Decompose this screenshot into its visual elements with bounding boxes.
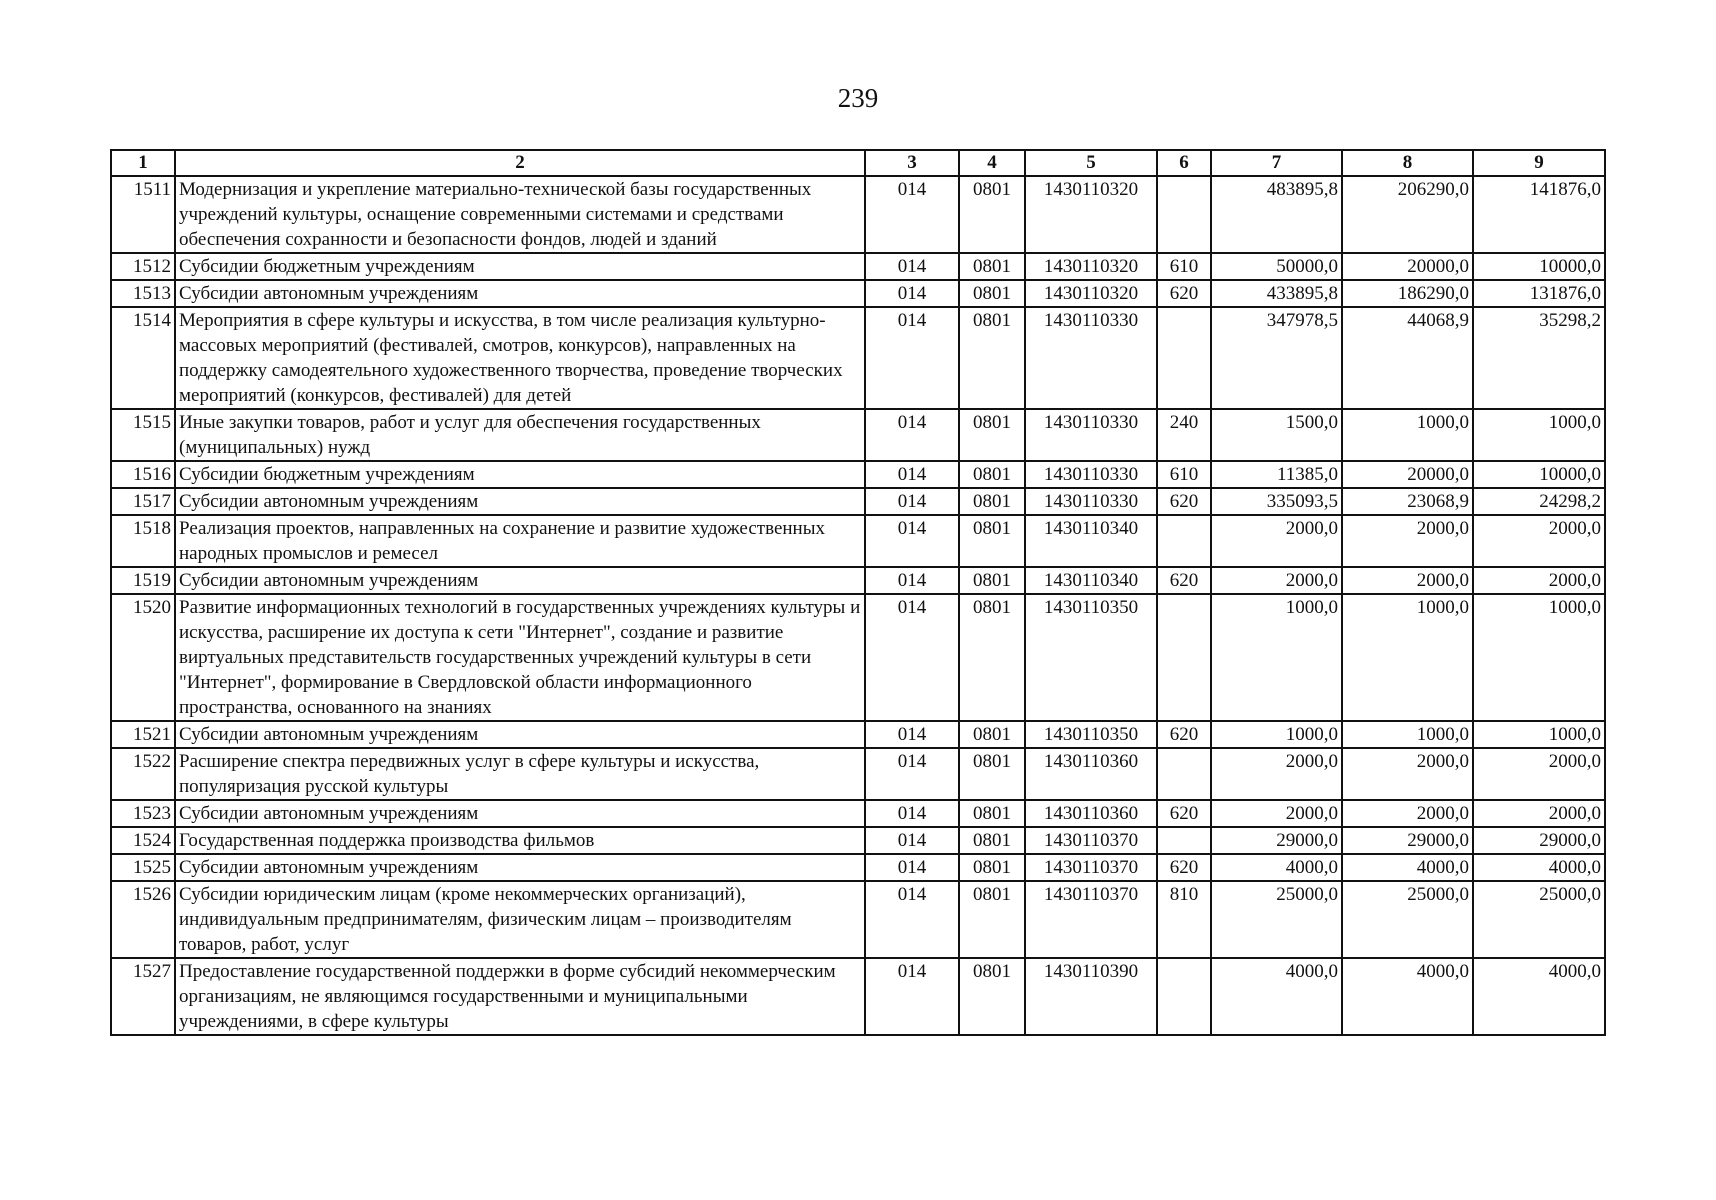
section-code-cell: 0801 bbox=[959, 594, 1025, 721]
section-code-cell: 0801 bbox=[959, 800, 1025, 827]
item-name-cell: Субсидии бюджетным учреждениям bbox=[175, 253, 865, 280]
amount-col8-cell: 206290,0 bbox=[1342, 176, 1473, 253]
amount-col9-cell: 141876,0 bbox=[1473, 176, 1605, 253]
amount-col7-cell: 11385,0 bbox=[1211, 461, 1342, 488]
expense-type-cell: 620 bbox=[1157, 567, 1211, 594]
amount-col9-cell: 2000,0 bbox=[1473, 515, 1605, 567]
section-code-cell: 0801 bbox=[959, 881, 1025, 958]
amount-col8-cell: 4000,0 bbox=[1342, 958, 1473, 1035]
column-header: 4 bbox=[959, 150, 1025, 176]
amount-col7-cell: 347978,5 bbox=[1211, 307, 1342, 409]
section-code-cell: 0801 bbox=[959, 748, 1025, 800]
amount-col8-cell: 1000,0 bbox=[1342, 721, 1473, 748]
amount-col9-cell: 4000,0 bbox=[1473, 854, 1605, 881]
target-article-cell: 1430110330 bbox=[1025, 488, 1157, 515]
row-number-cell: 1511 bbox=[111, 176, 175, 253]
table-row bbox=[111, 307, 1605, 409]
row-number-cell: 1524 bbox=[111, 827, 175, 854]
ministry-code-cell: 014 bbox=[865, 176, 959, 253]
target-article-cell: 1430110340 bbox=[1025, 515, 1157, 567]
expense-type-cell bbox=[1157, 827, 1211, 854]
section-code-cell: 0801 bbox=[959, 827, 1025, 854]
amount-col9-cell: 131876,0 bbox=[1473, 280, 1605, 307]
amount-col7-cell: 2000,0 bbox=[1211, 567, 1342, 594]
amount-col9-cell: 1000,0 bbox=[1473, 594, 1605, 721]
target-article-cell: 1430110370 bbox=[1025, 854, 1157, 881]
amount-col7-cell: 2000,0 bbox=[1211, 800, 1342, 827]
item-name-cell: Субсидии автономным учреждениям bbox=[175, 721, 865, 748]
table-row bbox=[111, 488, 1605, 515]
amount-col7-cell: 4000,0 bbox=[1211, 958, 1342, 1035]
expense-type-cell: 620 bbox=[1157, 721, 1211, 748]
target-article-cell: 1430110360 bbox=[1025, 800, 1157, 827]
table-row bbox=[111, 827, 1605, 854]
section-code-cell: 0801 bbox=[959, 461, 1025, 488]
section-code-cell: 0801 bbox=[959, 488, 1025, 515]
table-row bbox=[111, 280, 1605, 307]
column-header: 8 bbox=[1342, 150, 1473, 176]
amount-col7-cell: 1000,0 bbox=[1211, 721, 1342, 748]
amount-col8-cell: 20000,0 bbox=[1342, 253, 1473, 280]
amount-col8-cell: 186290,0 bbox=[1342, 280, 1473, 307]
amount-col9-cell: 10000,0 bbox=[1473, 253, 1605, 280]
amount-col7-cell: 29000,0 bbox=[1211, 827, 1342, 854]
ministry-code-cell: 014 bbox=[865, 409, 959, 461]
table-row bbox=[111, 594, 1605, 721]
section-code-cell: 0801 bbox=[959, 958, 1025, 1035]
ministry-code-cell: 014 bbox=[865, 515, 959, 567]
ministry-code-cell: 014 bbox=[865, 827, 959, 854]
ministry-code-cell: 014 bbox=[865, 461, 959, 488]
item-name-cell: Реализация проектов, направленных на сохранение и развитие художественных народных промыслов и ремесел bbox=[175, 515, 865, 567]
row-number-cell: 1527 bbox=[111, 958, 175, 1035]
expense-type-cell: 620 bbox=[1157, 854, 1211, 881]
item-name-cell: Модернизация и укрепление материально-технической базы государственных учреждений культуры, оснащение современными системами и средствами обеспечения сохранности и безопасности фондов, людей и зданий bbox=[175, 176, 865, 253]
amount-col7-cell: 335093,5 bbox=[1211, 488, 1342, 515]
amount-col8-cell: 20000,0 bbox=[1342, 461, 1473, 488]
table-row bbox=[111, 800, 1605, 827]
target-article-cell: 1430110370 bbox=[1025, 881, 1157, 958]
amount-col7-cell: 50000,0 bbox=[1211, 253, 1342, 280]
item-name-cell: Субсидии юридическим лицам (кроме некоммерческих организаций), индивидуальным предпринимателям, физическим лицам – производителям товаров, работ, услуг bbox=[175, 881, 865, 958]
table-row bbox=[111, 958, 1605, 1035]
target-article-cell: 1430110320 bbox=[1025, 280, 1157, 307]
target-article-cell: 1430110320 bbox=[1025, 176, 1157, 253]
table-body bbox=[111, 176, 1605, 1035]
table-row bbox=[111, 721, 1605, 748]
amount-col7-cell: 4000,0 bbox=[1211, 854, 1342, 881]
column-header: 5 bbox=[1025, 150, 1157, 176]
table-row bbox=[111, 176, 1605, 253]
item-name-cell: Субсидии бюджетным учреждениям bbox=[175, 461, 865, 488]
amount-col8-cell: 2000,0 bbox=[1342, 748, 1473, 800]
row-number-cell: 1522 bbox=[111, 748, 175, 800]
amount-col8-cell: 23068,9 bbox=[1342, 488, 1473, 515]
ministry-code-cell: 014 bbox=[865, 253, 959, 280]
table-row bbox=[111, 515, 1605, 567]
column-header: 7 bbox=[1211, 150, 1342, 176]
row-number-cell: 1512 bbox=[111, 253, 175, 280]
amount-col7-cell: 433895,8 bbox=[1211, 280, 1342, 307]
amount-col9-cell: 1000,0 bbox=[1473, 721, 1605, 748]
section-code-cell: 0801 bbox=[959, 721, 1025, 748]
row-number-cell: 1521 bbox=[111, 721, 175, 748]
row-number-cell: 1514 bbox=[111, 307, 175, 409]
amount-col7-cell: 25000,0 bbox=[1211, 881, 1342, 958]
expense-type-cell: 610 bbox=[1157, 461, 1211, 488]
section-code-cell: 0801 bbox=[959, 567, 1025, 594]
amount-col8-cell: 1000,0 bbox=[1342, 409, 1473, 461]
budget-table bbox=[110, 149, 1606, 1036]
target-article-cell: 1430110330 bbox=[1025, 461, 1157, 488]
target-article-cell: 1430110350 bbox=[1025, 721, 1157, 748]
amount-col8-cell: 1000,0 bbox=[1342, 594, 1473, 721]
expense-type-cell: 620 bbox=[1157, 280, 1211, 307]
section-code-cell: 0801 bbox=[959, 176, 1025, 253]
expense-type-cell bbox=[1157, 307, 1211, 409]
table-row bbox=[111, 461, 1605, 488]
row-number-cell: 1518 bbox=[111, 515, 175, 567]
row-number-cell: 1520 bbox=[111, 594, 175, 721]
item-name-cell: Субсидии автономным учреждениям bbox=[175, 488, 865, 515]
item-name-cell: Субсидии автономным учреждениям bbox=[175, 567, 865, 594]
column-header: 9 bbox=[1473, 150, 1605, 176]
amount-col9-cell: 35298,2 bbox=[1473, 307, 1605, 409]
column-header: 3 bbox=[865, 150, 959, 176]
ministry-code-cell: 014 bbox=[865, 280, 959, 307]
column-header: 6 bbox=[1157, 150, 1211, 176]
amount-col8-cell: 2000,0 bbox=[1342, 567, 1473, 594]
target-article-cell: 1430110370 bbox=[1025, 827, 1157, 854]
row-number-cell: 1526 bbox=[111, 881, 175, 958]
amount-col9-cell: 25000,0 bbox=[1473, 881, 1605, 958]
target-article-cell: 1430110320 bbox=[1025, 253, 1157, 280]
item-name-cell: Расширение спектра передвижных услуг в сфере культуры и искусства, популяризация русской культуры bbox=[175, 748, 865, 800]
amount-col8-cell: 4000,0 bbox=[1342, 854, 1473, 881]
amount-col7-cell: 2000,0 bbox=[1211, 748, 1342, 800]
table-row bbox=[111, 881, 1605, 958]
amount-col9-cell: 10000,0 bbox=[1473, 461, 1605, 488]
amount-col9-cell: 2000,0 bbox=[1473, 800, 1605, 827]
amount-col9-cell: 2000,0 bbox=[1473, 748, 1605, 800]
target-article-cell: 1430110390 bbox=[1025, 958, 1157, 1035]
amount-col9-cell: 4000,0 bbox=[1473, 958, 1605, 1035]
section-code-cell: 0801 bbox=[959, 307, 1025, 409]
header-row bbox=[111, 150, 1605, 176]
ministry-code-cell: 014 bbox=[865, 854, 959, 881]
ministry-code-cell: 014 bbox=[865, 488, 959, 515]
table-row bbox=[111, 567, 1605, 594]
amount-col9-cell: 29000,0 bbox=[1473, 827, 1605, 854]
table-row bbox=[111, 854, 1605, 881]
row-number-cell: 1519 bbox=[111, 567, 175, 594]
amount-col9-cell: 24298,2 bbox=[1473, 488, 1605, 515]
expense-type-cell bbox=[1157, 748, 1211, 800]
item-name-cell: Субсидии автономным учреждениям bbox=[175, 800, 865, 827]
amount-col8-cell: 25000,0 bbox=[1342, 881, 1473, 958]
amount-col9-cell: 1000,0 bbox=[1473, 409, 1605, 461]
row-number-cell: 1523 bbox=[111, 800, 175, 827]
expense-type-cell bbox=[1157, 594, 1211, 721]
section-code-cell: 0801 bbox=[959, 854, 1025, 881]
page-number: 239 bbox=[837, 83, 879, 113]
expense-type-cell: 610 bbox=[1157, 253, 1211, 280]
ministry-code-cell: 014 bbox=[865, 307, 959, 409]
item-name-cell: Государственная поддержка производства фильмов bbox=[175, 827, 865, 854]
item-name-cell: Субсидии автономным учреждениям bbox=[175, 280, 865, 307]
row-number-cell: 1513 bbox=[111, 280, 175, 307]
section-code-cell: 0801 bbox=[959, 253, 1025, 280]
section-code-cell: 0801 bbox=[959, 409, 1025, 461]
ministry-code-cell: 014 bbox=[865, 748, 959, 800]
ministry-code-cell: 014 bbox=[865, 567, 959, 594]
table-row bbox=[111, 409, 1605, 461]
row-number-cell: 1525 bbox=[111, 854, 175, 881]
row-number-cell: 1515 bbox=[111, 409, 175, 461]
expense-type-cell: 620 bbox=[1157, 800, 1211, 827]
amount-col8-cell: 2000,0 bbox=[1342, 800, 1473, 827]
ministry-code-cell: 014 bbox=[865, 721, 959, 748]
item-name-cell: Развитие информационных технологий в государственных учреждениях культуры и искусства, расширение их доступа к сети "Интернет", создание и развитие виртуальных представительств государственных учреждений культуры в сети "Интернет", формирование в Свердловской области информационного пространства, основанного на знаниях bbox=[175, 594, 865, 721]
expense-type-cell bbox=[1157, 176, 1211, 253]
item-name-cell: Предоставление государственной поддержки в форме субсидий некоммерческим организациям, не являющимся государственными и муниципальными учреждениями, в сфере культуры bbox=[175, 958, 865, 1035]
expense-type-cell bbox=[1157, 958, 1211, 1035]
amount-col9-cell: 2000,0 bbox=[1473, 567, 1605, 594]
amount-col7-cell: 483895,8 bbox=[1211, 176, 1342, 253]
amount-col7-cell: 1000,0 bbox=[1211, 594, 1342, 721]
item-name-cell: Иные закупки товаров, работ и услуг для обеспечения государственных (муниципальных) нужд bbox=[175, 409, 865, 461]
section-code-cell: 0801 bbox=[959, 515, 1025, 567]
amount-col8-cell: 44068,9 bbox=[1342, 307, 1473, 409]
section-code-cell: 0801 bbox=[959, 280, 1025, 307]
expense-type-cell: 240 bbox=[1157, 409, 1211, 461]
expense-type-cell bbox=[1157, 515, 1211, 567]
amount-col7-cell: 1500,0 bbox=[1211, 409, 1342, 461]
amount-col8-cell: 29000,0 bbox=[1342, 827, 1473, 854]
expense-type-cell: 810 bbox=[1157, 881, 1211, 958]
target-article-cell: 1430110340 bbox=[1025, 567, 1157, 594]
amount-col8-cell: 2000,0 bbox=[1342, 515, 1473, 567]
item-name-cell: Мероприятия в сфере культуры и искусства, в том числе реализация культурно-массовых мероприятий (фестивалей, смотров, конкурсов), направленных на поддержку самодеятельного художественного творчества, проведение творческих мероприятий (конкурсов, фестивалей) для детей bbox=[175, 307, 865, 409]
table-row bbox=[111, 253, 1605, 280]
target-article-cell: 1430110330 bbox=[1025, 409, 1157, 461]
column-header: 1 bbox=[111, 150, 175, 176]
expense-type-cell: 620 bbox=[1157, 488, 1211, 515]
table-row bbox=[111, 748, 1605, 800]
column-header: 2 bbox=[175, 150, 865, 176]
amount-col7-cell: 2000,0 bbox=[1211, 515, 1342, 567]
row-number-cell: 1517 bbox=[111, 488, 175, 515]
item-name-cell: Субсидии автономным учреждениям bbox=[175, 854, 865, 881]
target-article-cell: 1430110350 bbox=[1025, 594, 1157, 721]
ministry-code-cell: 014 bbox=[865, 881, 959, 958]
target-article-cell: 1430110330 bbox=[1025, 307, 1157, 409]
ministry-code-cell: 014 bbox=[865, 594, 959, 721]
row-number-cell: 1516 bbox=[111, 461, 175, 488]
ministry-code-cell: 014 bbox=[865, 800, 959, 827]
target-article-cell: 1430110360 bbox=[1025, 748, 1157, 800]
ministry-code-cell: 014 bbox=[865, 958, 959, 1035]
